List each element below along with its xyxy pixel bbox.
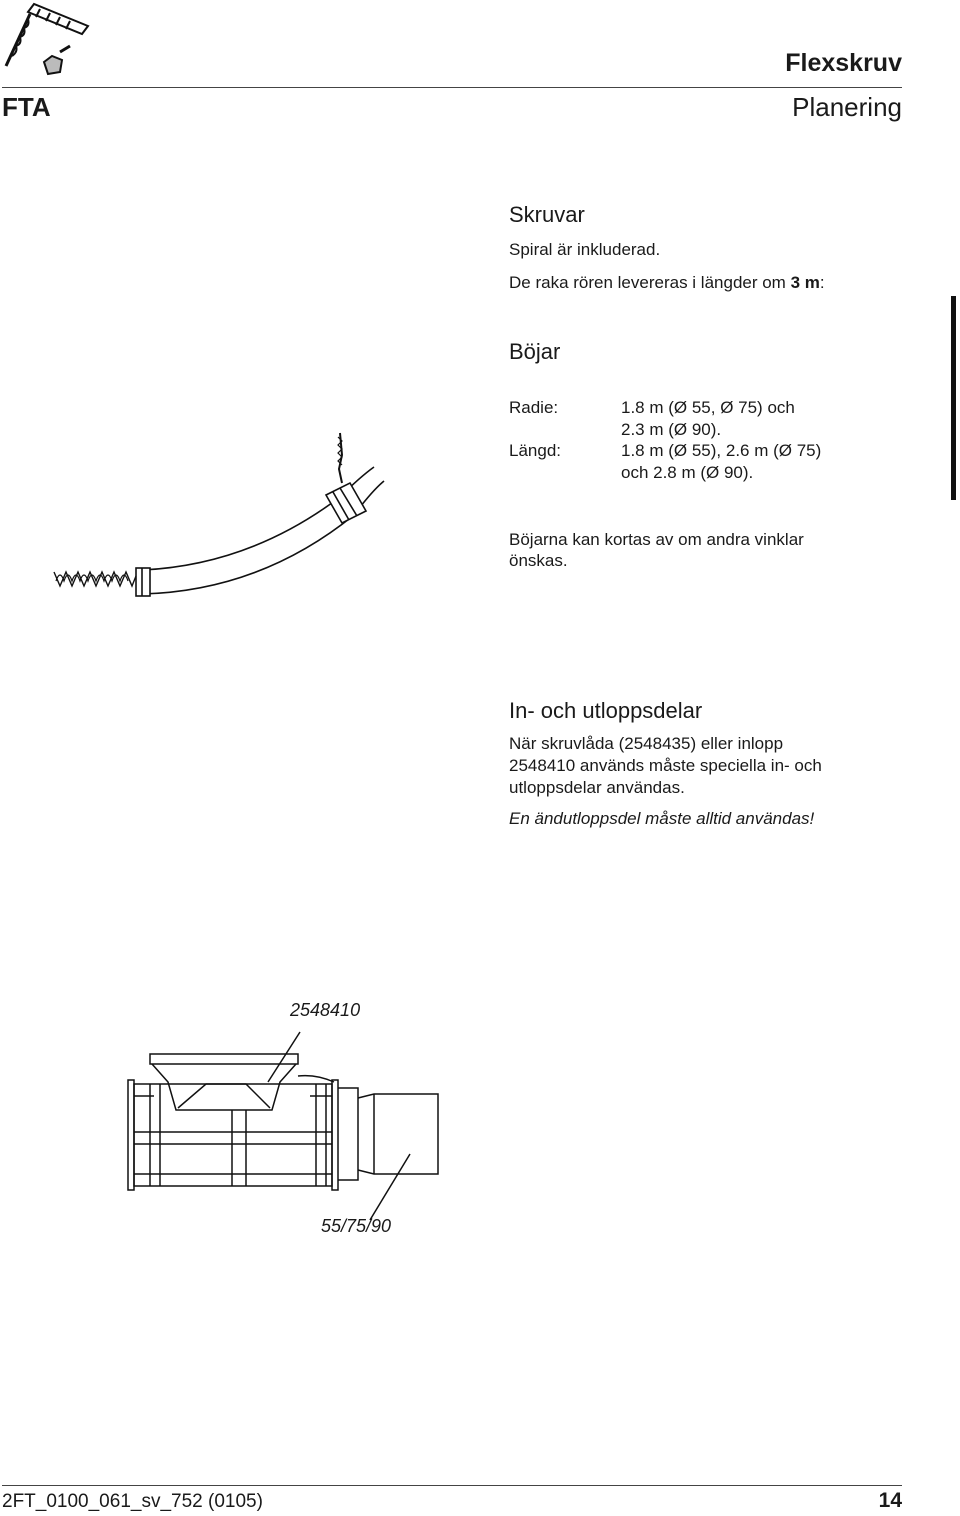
skruvar-line-2 bbox=[509, 272, 825, 293]
page-number: 14 bbox=[878, 1489, 902, 1512]
skruvar-length-value: 3 m bbox=[790, 273, 820, 292]
inlopp-warning: En ändutloppsdel måste alltid användas! bbox=[509, 809, 815, 828]
section-subtitle: Planering bbox=[792, 92, 902, 122]
curved-tube-spiral-icon bbox=[50, 425, 390, 600]
skruvar-heading: Skruvar bbox=[509, 202, 585, 227]
length-value-2: och 2.8 m (Ø 90). bbox=[621, 462, 754, 482]
skruvar-line-1: Spiral är inkluderad. bbox=[509, 240, 661, 259]
radius-label: Radie: bbox=[509, 398, 559, 417]
inlopp-body bbox=[509, 733, 822, 829]
part-label-2548410: 2548410 bbox=[290, 1000, 361, 1020]
length-value-1: 1.8 m (Ø 55), 2.6 m (Ø 75) bbox=[621, 441, 822, 460]
section-marker-bar bbox=[951, 296, 956, 500]
part-label-diameters: 55/75/90 bbox=[321, 1216, 392, 1236]
bojar-spec-table bbox=[509, 397, 909, 487]
bojar-heading: Böjar bbox=[509, 339, 561, 364]
document-title: Flexskruv bbox=[785, 49, 902, 77]
bojar-note bbox=[509, 529, 804, 571]
header-divider bbox=[2, 87, 902, 88]
skruvar-line-2-text: De raka rören levereras i längder om bbox=[509, 273, 791, 292]
inlopp-heading: In- och utloppsdelar bbox=[509, 698, 703, 723]
inlopp-line-3: utloppsdelar användas. bbox=[509, 778, 685, 797]
inlet-outlet-assembly-icon bbox=[120, 1020, 450, 1220]
skruvar-line-2-suffix: : bbox=[819, 273, 825, 292]
radius-value-1: 1.8 m (Ø 55, Ø 75) och bbox=[621, 398, 795, 417]
skruvar-section bbox=[509, 202, 825, 293]
inlopp-line-1: När skruvlåda (2548435) eller inlopp bbox=[509, 734, 784, 753]
radius-value-2: 2.3 m (Ø 90). bbox=[621, 419, 722, 439]
length-label: Längd: bbox=[509, 441, 561, 460]
inlopp-line-2: 2548410 används måste speciella in- och bbox=[509, 756, 822, 775]
product-code: FTA bbox=[2, 92, 51, 122]
auger-conveyor-logo-icon bbox=[0, 0, 100, 80]
bojar-note-line-2: önskas. bbox=[509, 551, 568, 570]
bojar-note-line-1: Böjarna kan kortas av om andra vinklar bbox=[509, 530, 804, 549]
footer-divider bbox=[2, 1485, 902, 1486]
document-code: 2FT_0100_061_sv_752 (0105) bbox=[2, 1491, 263, 1512]
